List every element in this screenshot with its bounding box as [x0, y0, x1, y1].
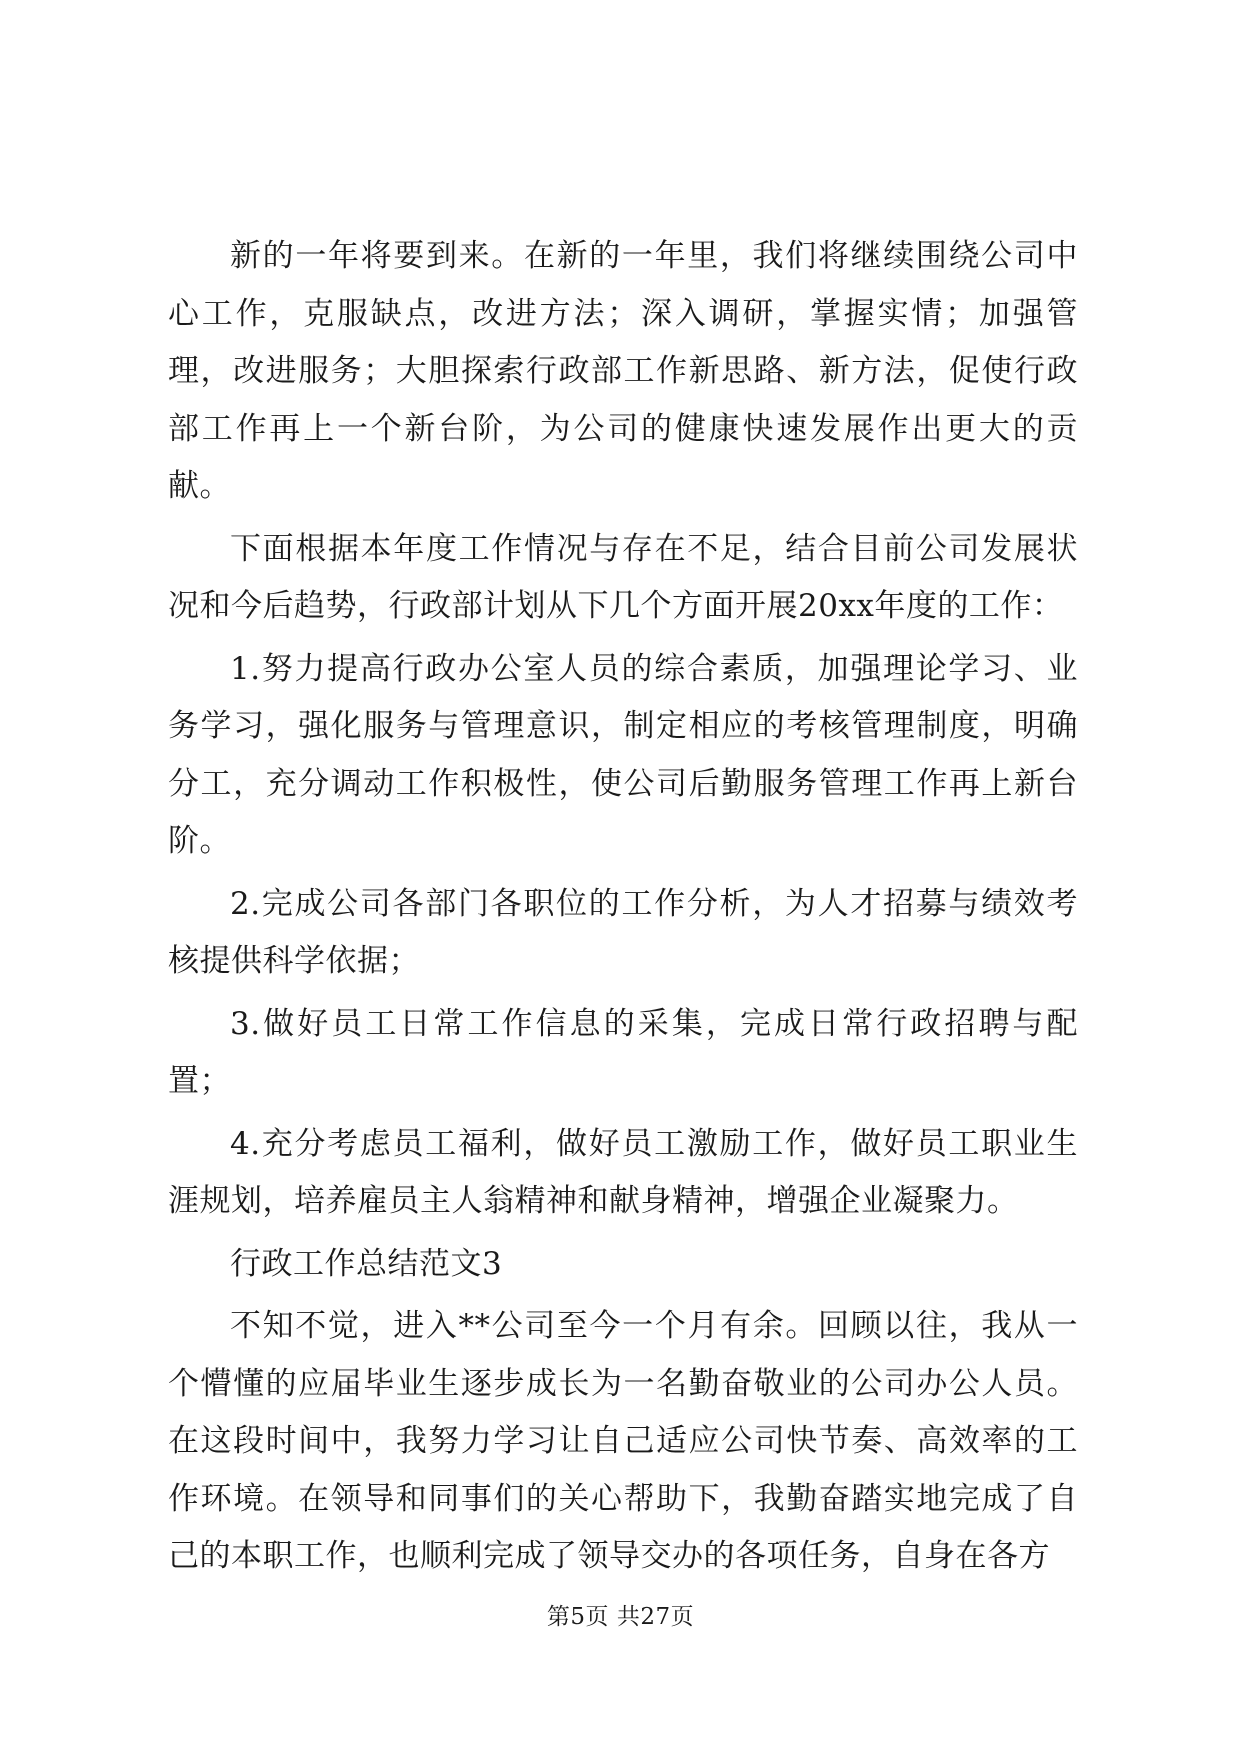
paragraph-item-1: 1.努力提高行政办公室人员的综合素质，加强理论学习、业务学习，强化服务与管理意识，制定相应的考核管理制度，明确分工，充分调动工作积极性，使公司后勤服务管理工作再上新台阶。 — [168, 650, 1078, 859]
paragraph-intro: 新的一年将要到来。在新的一年里，我们将继续围绕公司中心工作，克服缺点，改进方法；深入调研，掌握实情；加强管理，改进服务；大胆探索行政部工作新思路、新方法，促使行政部工作再上一个新台阶，为公司的健康快速发展作出更大的贡献。 — [168, 238, 1078, 504]
paragraph-item-3: 3.做好员工日常工作信息的采集，完成日常行政招聘与配置； — [168, 1005, 1078, 1099]
page-number-footer: 第5页 共27页 — [546, 1604, 695, 1630]
document-body — [168, 228, 1078, 1586]
paragraph-plan-overview: 下面根据本年度工作情况与存在不足，结合目前公司发展状况和今后趋势，行政部计划从下几个方面开展20xx年度的工作： — [168, 530, 1078, 624]
section-heading: 行政工作总结范文3 — [230, 1245, 503, 1282]
paragraph-item-2: 2.完成公司各部门各职位的工作分析，为人才招募与绩效考核提供科学依据； — [168, 885, 1078, 979]
paragraph-section-3-body: 不知不觉，进入**公司至今一个月有余。回顾以往，我从一个懵懂的应届毕业生逐步成长为一名勤奋敬业的公司办公人员。在这段时间中，我努力学习让自己适应公司快节奏、高效率的工作环境。在领导和同事们的关心帮助下，我勤奋踏实地完成了自己的本职工作，也顺利完成了领导交办的各项任务，自身在各方 — [168, 1308, 1078, 1574]
paragraph-item-4: 4.充分考虑员工福利，做好员工激励工作，做好员工职业生涯规划，培养雇员主人翁精神和献身精神，增强企业凝聚力。 — [168, 1125, 1078, 1219]
